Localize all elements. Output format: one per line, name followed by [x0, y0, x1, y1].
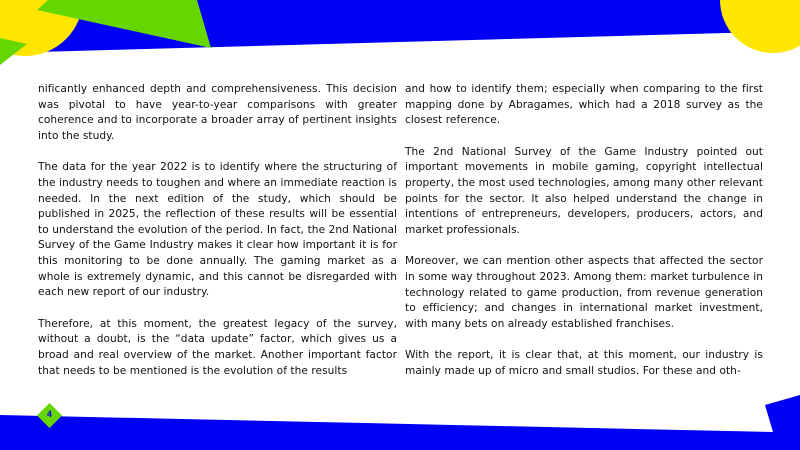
- right-text-column: [405, 82, 763, 396]
- paragraph: The data for the year 2022 is to identify where the structuring of the industry needs to toughen and where an immediate reaction is needed. In the next edition of the study, which should be published in 2025, the reflection of these results will be essential to understand the evolution of the period. In fact, the 2nd National Survey of the Game Industry makes it clear how important it is for this monitoring to be done annually. The gaming market as a whole is extremely dynamic, and this cannot be disregarded with each new report of our industry.: [38, 161, 397, 299]
- left-text-column: [38, 82, 397, 395]
- paragraph: nificantly enhanced depth and comprehensiveness. This decision was pivotal to have year-to-year comparisons with greater coherence and to incorporate a broader array of pertinent insights into the study.: [38, 83, 397, 142]
- page-number-badge: [37, 403, 62, 428]
- paragraph: The 2nd National Survey of the Game Industry pointed out important movements in mobile gaming, copyright intellectual property, the most used technologies, among many other relevant points for the sector. It also helped understand the change in intentions of entrepreneurs, developers, producers, actors, and market professionals.: [405, 145, 763, 236]
- paragraph: With the report, it is clear that, at this moment, our industry is mainly made up of micro and small studios. For these and oth-: [405, 349, 763, 377]
- paragraph: Therefore, at this moment, the greatest legacy of the survey, without a doubt, is the “data update” factor, which gives us a broad and real overview of the market. Another important factor that needs to be mentioned is the evolution of the results: [38, 317, 397, 377]
- bottom-blue-band: [0, 395, 800, 450]
- paragraph: and how to identify them; especially when comparing to the first mapping done by Abragames, which had a 2018 survey as the closest reference.: [405, 83, 763, 127]
- page-number: 4: [46, 410, 53, 420]
- top-right-yellow-circle: [720, 0, 800, 53]
- paragraph: Moreover, we can mention other aspects that affected the sector in some way throughout 2023. Among them: market turbulence in technology related to game production, from revenue generation to efficiency; and changes in international market investment, with many bets on already established franchises.: [405, 255, 763, 330]
